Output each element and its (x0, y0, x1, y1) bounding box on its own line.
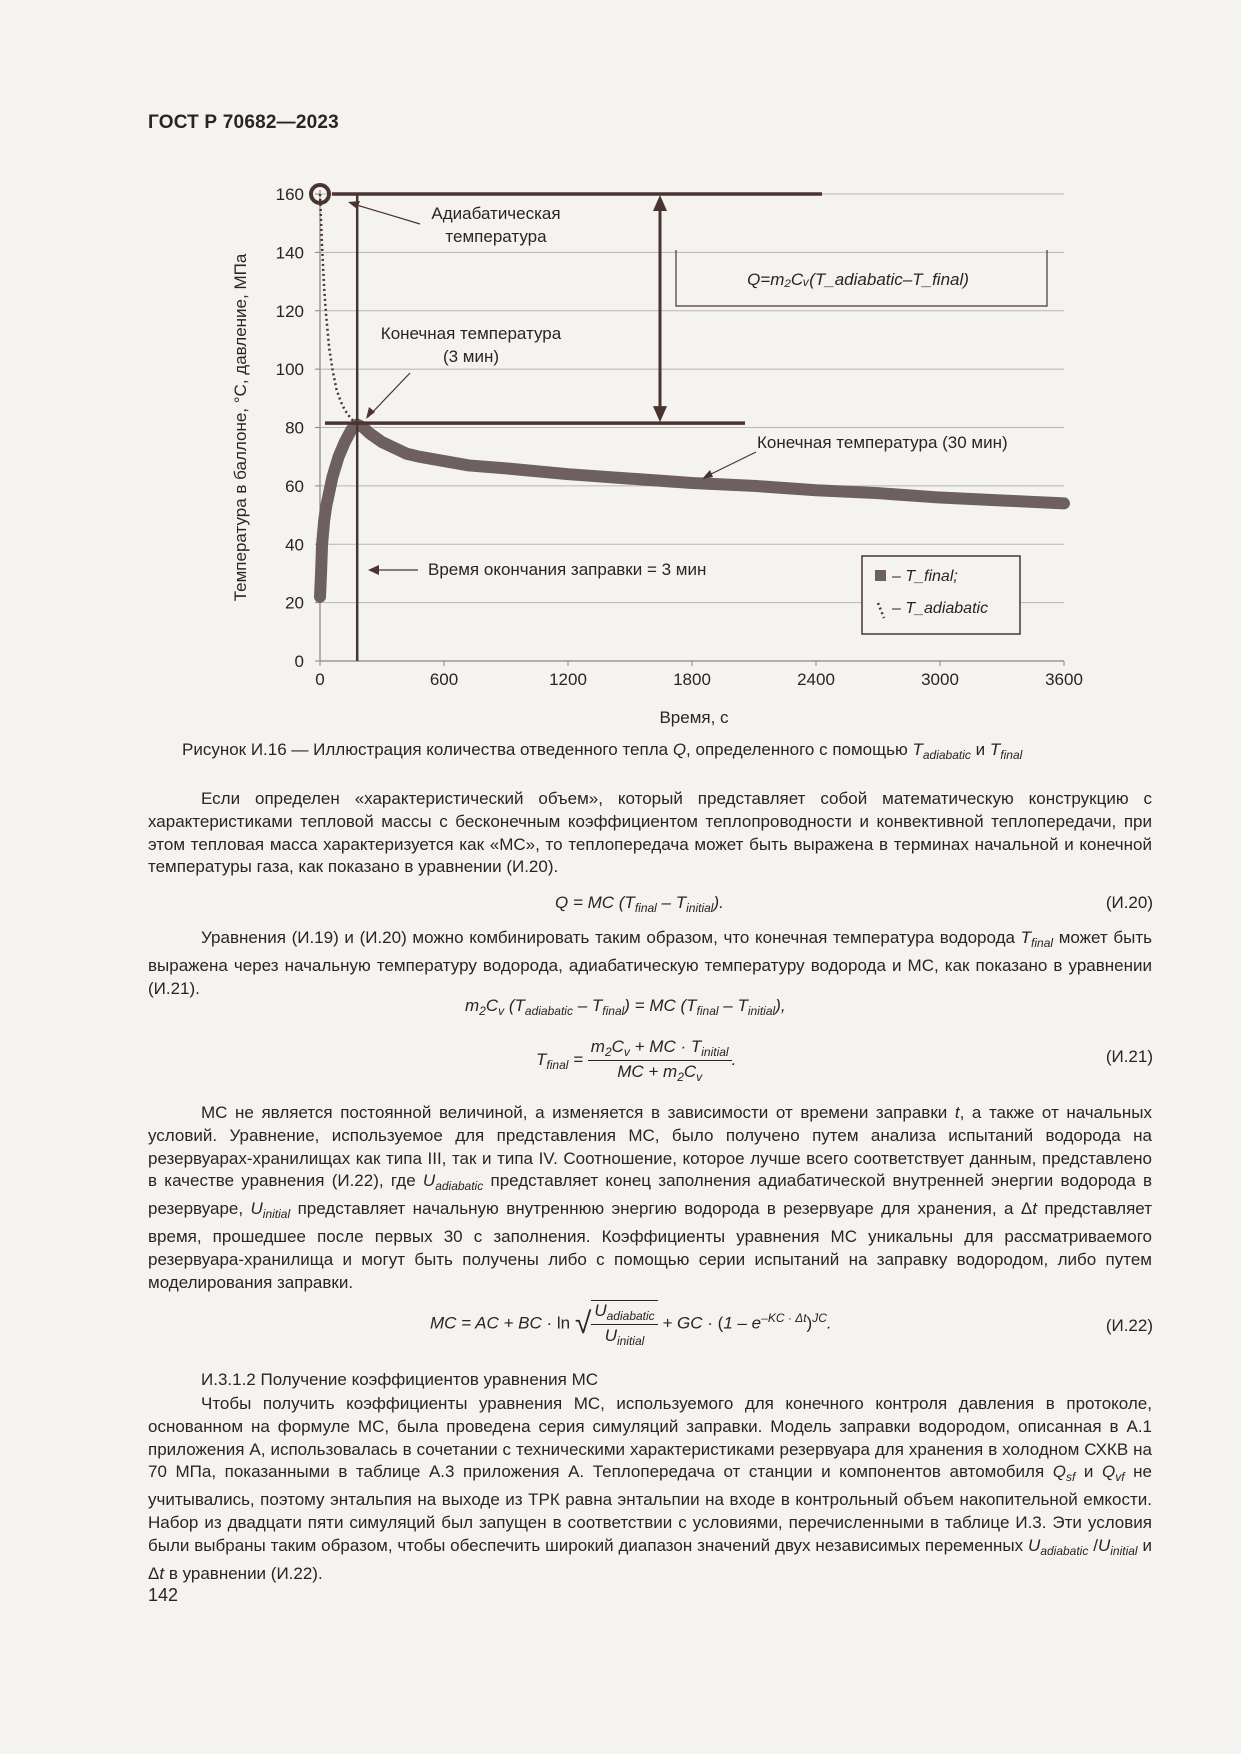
grid-lines (320, 194, 1064, 603)
final30-pointer (705, 452, 756, 477)
final3-label-line2: (3 мин) (442, 347, 500, 366)
q-arrow-head-bottom (653, 406, 667, 422)
equation-20-number: (И.20) (1105, 893, 1153, 912)
y-tick-label: 40 (285, 535, 304, 555)
final3-pointer (368, 373, 410, 417)
paragraph-1: Если определен «характеристический объем», который представляет собой математическую конструкцию с характеристиками тепловой массы с бесконечным коэффициентом теплопроводности и конвективной теплопередачи, при этом тепловая масса характеризуется как «МС», то теплопередача может быть выражена в терминах начальной и конечной температуры газа, как показано в уравнении (И.20). (148, 789, 1152, 877)
equation-20: Q = MC $(T_{final} - T_{initial})$. (555, 893, 724, 915)
legend-entry-final: – T_final; (892, 568, 958, 585)
y-tick-label: 160 (275, 185, 304, 204)
paragraph-4: Чтобы получить коэффициенты уравнения МС, используемого для конечного контроля давления в протоколе, основанном на формуле МС, была проведена серия симуляций заправки. Модель заправки водородом, описанная в А.1 приложения А, использовалась в сочетании с техническими характеристиками резервуара для хранения в холодном СХКВ на 70 МПа, показанными в таблице А.3 приложения А. Теплопередача от станции и компонентов автомобиля $Q_{sf}$ и $Q_{vf}$ не учитывались, поэтому энтальпия на выходе из ТРК равна энтальпии на входе в контрольный объем накопительной емкости. Набор из двадцати пяти симуляций был запущен в соответствии с условиями, перечисленными в таблице И.3. Эти условия были выбраны таким образом, чтобы обеспечить широкий диапазон значений двух независимых переменных $U_{adiabatic}$ $/U_{initial}$ и Δt в уравнении (И.22). (148, 1394, 1152, 1583)
fill-end-label: Время окончания заправки = 3 мин (428, 560, 707, 579)
final30-label: Конечная температура (30 мин) (757, 433, 1008, 452)
q-formula: Q=m₂Cᵥ(T_adiabatic–T_final) (747, 270, 969, 289)
page-number: 142 (148, 1585, 179, 1605)
chart (0, 0, 1241, 740)
y-tick-label: 100 (275, 360, 304, 380)
equation-21: $T_{final}$ = $\frac{m_2C_v + MC \cdot T_{initial}}{MC + m_2C_v}$ . (536, 1037, 737, 1084)
x-tick-label: 1800 (673, 670, 711, 689)
x-axis-label: Время, с (659, 708, 729, 727)
y-tick-label: 60 (285, 476, 304, 496)
paragraph-2: Уравнения (И.19) и (И.20) можно комбинировать таким образом, что конечная температура водорода $T_{final}$ может быть выражена через начальную температуру водорода, адиабатическую температуру водорода и МС, как показано в уравнении (И.21). (148, 928, 1152, 998)
adiabatic-label-line1: Адиабатическая (431, 204, 561, 223)
y-axis-label: Температура в баллоне, °С, давление, МПа (231, 253, 250, 602)
equation-22-number: (И.22) (1105, 1316, 1153, 1335)
fill-end-pointer-head (368, 565, 379, 575)
legend (862, 556, 1020, 634)
equation-22: MC = AC + BC · ln √ $\frac{U_{adiabatic}}{U_{initial}}$ + GC · $(1 - e^{-KC \cdot \Delta t})^{JC}$. (430, 1301, 832, 1348)
y-tick-label: 80 (285, 418, 304, 438)
paragraph-3: МС не является постоянной величиной, а изменяется в зависимости от времени заправки t, а также от начальных условий. Уравнение, используемое для представления МС, было получено путем анализа испытаний водорода на резервуарах-хранилищах как типа III, так и типа IV. Соотношение, которое лучше всего соответствует данным, представлено в качестве уравнения (И.22), где $U_{adiabatic}$ представляет конец заполнения адиабатической внутренней энергии водорода в резервуаре, $U_{initial}$ представляет начальную внутреннюю энергию водорода в резервуаре для хранения, а Δt представляет время, прошедшее после первых 30 с заполнения. Коэффициенты уравнения МС уникальны для рассматриваемого резервуара-хранилища и могут быть получены либо с помощью серии испытаний на заправку водородом, либо путем моделирования заправки. (148, 1103, 1153, 1292)
adiabatic-pointer (350, 203, 420, 224)
series (311, 185, 1064, 597)
x-tick-label: 3000 (921, 670, 959, 689)
x-tick-label: 2400 (797, 670, 835, 689)
adiabatic-label-line2: температура (445, 227, 547, 246)
y-tick-label: 120 (275, 301, 304, 321)
x-tick-label: 0 (315, 670, 325, 689)
legend-final-swatch (875, 570, 886, 581)
final30-pointer-head (702, 470, 713, 479)
equation-21-number: (И.21) (1105, 1047, 1153, 1066)
y-tick-label: 0 (294, 652, 304, 671)
y-tick-label: 140 (275, 243, 304, 263)
figure-caption: Рисунок И.16 — Иллюстрация количества отведенного тепла Q, определенного с помощью $T_{adiabatic}$ и $T_{final}$ (182, 740, 1023, 762)
final3-pointer-head (366, 407, 375, 419)
y-tick-label: 20 (285, 593, 304, 613)
q-arrow-head-top (653, 195, 667, 211)
x-tick-label: 600 (429, 670, 459, 689)
x-tick-label: 3600 (1045, 670, 1083, 689)
subheading: И.3.1.2 Получение коэффициентов уравнения МС (201, 1370, 599, 1389)
equation-21-line1: $m_2C_v$ $(T_{adiabatic} - T_{final})$ = MC $(T_{final} - T_{initial})$, (465, 996, 786, 1018)
x-tick-label: 1200 (549, 670, 587, 689)
series-t-adiabatic (320, 194, 357, 425)
tick-labels (231, 185, 1083, 727)
legend-entry-adiabatic: – T_adiabatic (892, 600, 989, 617)
final3-label-line1: Конечная температура (380, 324, 562, 343)
document-id: ГОСТ Р 70682—2023 (148, 112, 339, 133)
